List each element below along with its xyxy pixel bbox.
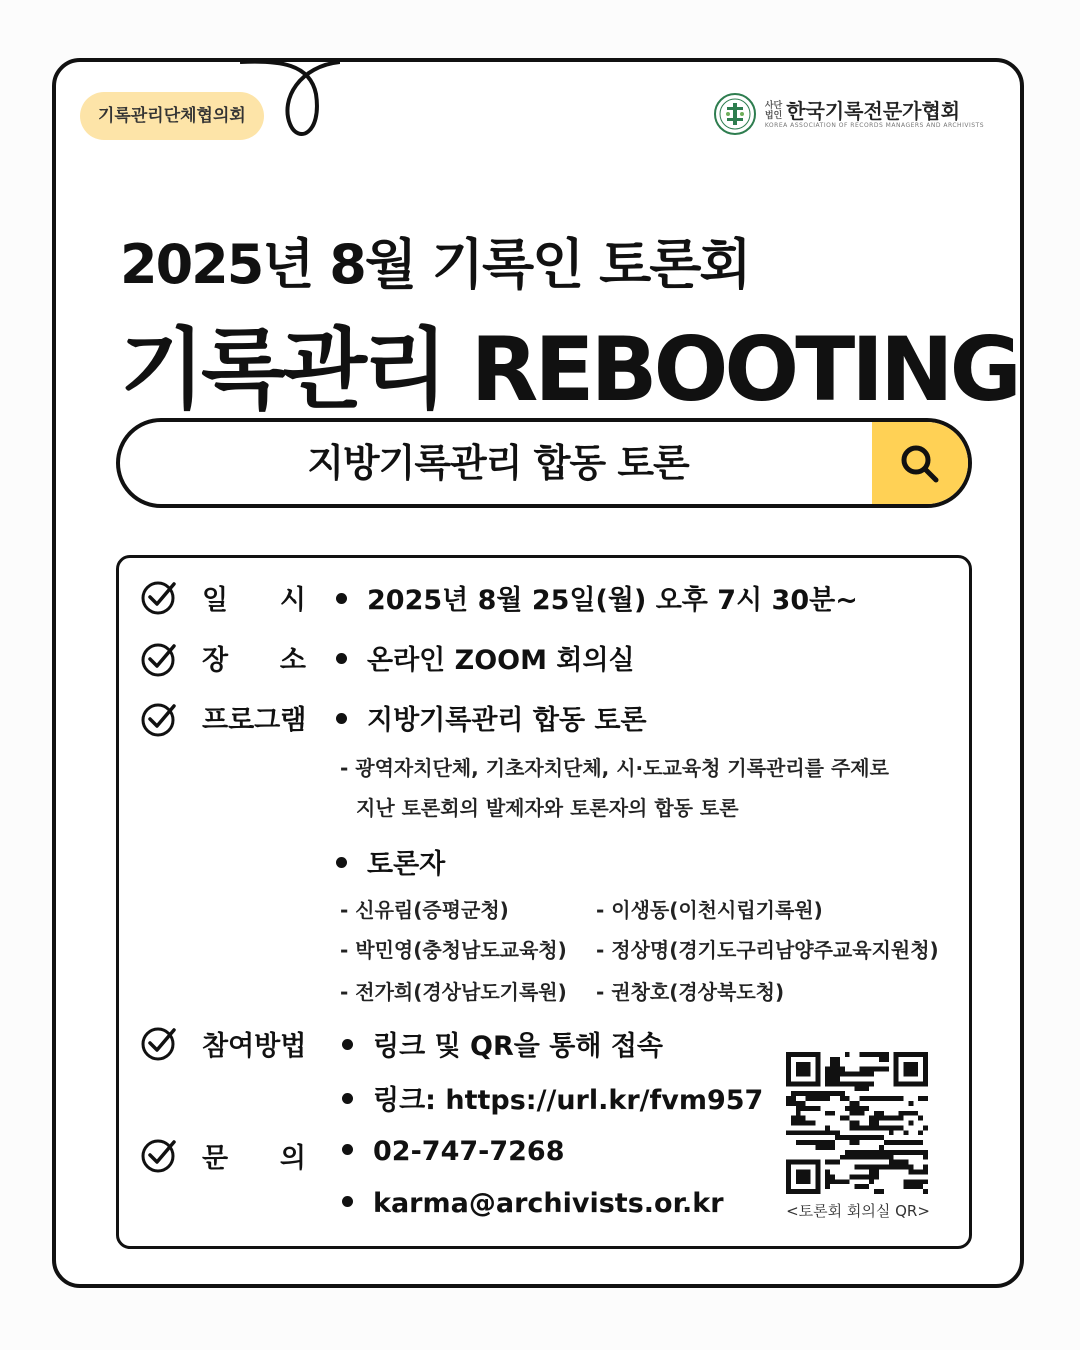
check-icon (140, 1136, 178, 1174)
program-desc-line2: 지난 토론회의 발제자와 토론자의 합동 토론 (356, 796, 739, 820)
check-icon (140, 640, 178, 678)
contact-email[interactable]: karma@archivists.or.kr (342, 1188, 724, 1219)
check-icon (140, 1024, 178, 1062)
place-label: 장 소 (202, 645, 306, 676)
organizer-tag: 기록관리단체협의회 (80, 92, 264, 140)
program-desc-line1: - 광역자치단체, 기초자치단체, 시·도교육청 기록관리를 주제로 (340, 756, 889, 780)
check-icon (140, 700, 178, 738)
search-button (872, 422, 968, 504)
association-logo (713, 92, 984, 136)
date-label: 일 시 (202, 585, 306, 616)
panelist: - 신유림(증평군청) (340, 898, 509, 922)
panelist: - 이생동(이천시립기록원) (596, 898, 823, 922)
qr-caption: <토론회 회의실 QR> (786, 1202, 930, 1220)
contact-phone: 02-747-7268 (342, 1136, 565, 1167)
join-label: 참여방법 (202, 1031, 307, 1062)
panelist: - 전가희(경상남도기록원) (340, 980, 567, 1004)
contact-label: 문 의 (202, 1143, 306, 1174)
place-value: 온라인 ZOOM 회의실 (336, 638, 635, 677)
panelist: - 박민영(충청남도교육청) (340, 938, 567, 962)
search-bar-text: 지방기록관리 합동 토론 (307, 441, 689, 485)
association-seal-icon (713, 92, 757, 136)
search-bar (116, 418, 972, 508)
event-subtitle: 2025년 8월 기록인 토론회 (120, 233, 750, 296)
panel-title: 토론자 (336, 842, 445, 881)
join-method: 링크 및 QR을 통해 접속 (342, 1024, 663, 1063)
search-icon (896, 440, 944, 488)
association-english: KOREA ASSOCIATION OF RECORDS MANAGERS AND ARCHIVISTS (764, 121, 984, 129)
join-link[interactable]: 링크: https://url.kr/fvm957 (342, 1078, 763, 1117)
association-text: 사단 법인 한국기록전문가협회 KOREA ASSOCIATION OF RECORDS MANAGERS AND ARCHIVISTS (764, 98, 984, 129)
program-value: 지방기록관리 합동 토론 (336, 698, 647, 737)
check-icon (140, 578, 178, 616)
qr-code[interactable] (786, 1052, 928, 1194)
panelist: - 정상명(경기도구리남양주교육지원청) (596, 938, 939, 962)
program-label: 프로그램 (202, 705, 307, 736)
association-name: 한국기록전문가협회 (786, 98, 961, 123)
panelist: - 권창호(경상북도청) (596, 980, 785, 1004)
date-value: 2025년 8월 25일(월) 오후 7시 30분~ (336, 578, 858, 617)
event-title: 기록관리 REBOOTING (120, 318, 1018, 421)
